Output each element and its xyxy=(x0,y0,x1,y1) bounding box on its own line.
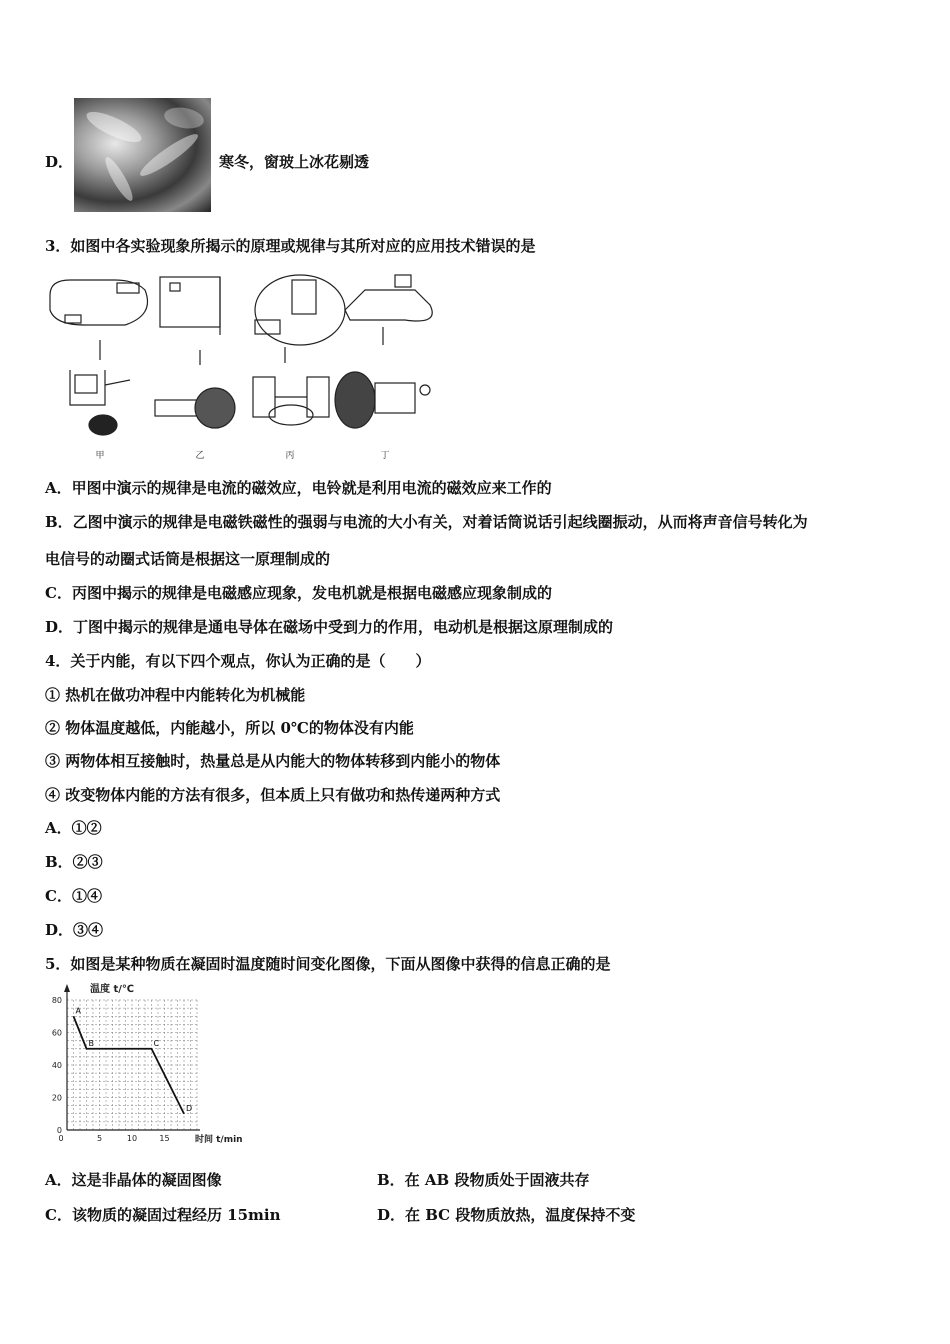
q2-option-d-label: D． xyxy=(45,153,74,171)
q4-statement-4: ④ 改变物体内能的方法有很多，但本质上只有做功和热传递两种方式 xyxy=(45,786,501,804)
x-tick-label: 0 xyxy=(58,1134,64,1143)
q3-option-b-line2: 电信号的动圈式话筒是根据这一原理制成的 xyxy=(45,550,331,568)
y-axis-arrow xyxy=(64,984,70,992)
q4-statement-2: ② 物体温度越低，内能越小，所以 0℃的物体没有内能 xyxy=(45,719,414,737)
q4-stem: 4．关于内能，有以下四个观点，你认为正确的是（ ） xyxy=(45,652,431,670)
point-label-b: B xyxy=(88,1038,94,1048)
q4-statement-1: ① 热机在做功冲程中内能转化为机械能 xyxy=(45,686,306,704)
q4-option-b: B．②③ xyxy=(45,853,103,871)
q4-option-a: A．①② xyxy=(45,819,102,837)
q3-option-c: C．丙图中揭示的规律是电磁感应现象，发电机就是根据电磁感应现象制成的 xyxy=(45,584,552,602)
x-axis-label: 时间 t/min xyxy=(195,1135,243,1145)
q3-stem: 3．如图中各实验现象所揭示的原理或规律与其所对应的应用技术错误的是 xyxy=(45,237,536,255)
q3-figure-label-yi: 乙 xyxy=(195,451,205,461)
q5-stem: 5．如图是某种物质在凝固时温度随时间变化图像，下面从图像中获得的信息正确的是 xyxy=(45,955,611,973)
q3-figure-label-jia: 甲 xyxy=(95,451,105,461)
y-axis-label: 温度 t/℃ xyxy=(90,984,135,995)
q3-figure-label-bing: 丙 xyxy=(285,451,295,461)
q3-option-b-line1: B．乙图中演示的规律是电磁铁磁性的强弱与电流的大小有关，对着话筒说话引起线圈振动，从而将声音信号转化为 xyxy=(45,513,808,531)
y-tick-label: 0 xyxy=(56,1126,62,1135)
q4-option-d: D．③④ xyxy=(45,921,104,939)
q3-option-d: D．丁图中揭示的规律是通电导体在磁场中受到力的作用，电动机是根据这原理制成的 xyxy=(45,618,614,636)
y-tick-label: 40 xyxy=(51,1061,62,1070)
x-tick-label: 15 xyxy=(159,1134,170,1143)
y-tick-label: 20 xyxy=(51,1093,62,1103)
q5-option-a: A．这是非晶体的凝固图像 xyxy=(45,1171,222,1189)
q3-option-a: A．甲图中演示的规律是电流的磁效应，电铃就是利用电流的磁效应来工作的 xyxy=(45,479,552,497)
point-label-c: C xyxy=(153,1038,160,1048)
x-tick-label: 10 xyxy=(126,1134,138,1143)
y-tick-label: 80 xyxy=(51,996,62,1005)
window-frost-image xyxy=(74,98,211,212)
y-tick-label: 60 xyxy=(51,1028,62,1038)
point-label-d: D xyxy=(186,1103,193,1113)
q3-figure-label-ding: 丁 xyxy=(380,451,390,461)
q4-statement-3: ③ 两物体相互接触时，热量总是从内能大的物体转移到内能小的物体 xyxy=(45,752,501,770)
x-tick-label: 5 xyxy=(96,1134,103,1143)
chart-grid xyxy=(67,1000,197,1130)
q5-option-d: D．在 BC 段物质放热，温度保持不变 xyxy=(377,1206,636,1224)
q5-temperature-chart xyxy=(45,980,245,1150)
q4-option-c: C．①④ xyxy=(45,887,102,905)
q3-experiment-figure xyxy=(45,265,440,465)
q5-option-c: C．该物质的凝固过程经历 15min xyxy=(45,1206,281,1224)
point-label-a: A xyxy=(75,1006,81,1016)
q5-option-b: B．在 AB 段物质处于固液共存 xyxy=(377,1171,590,1189)
q2-option-d-text: 寒冬，窗玻上冰花剔透 xyxy=(219,153,370,171)
